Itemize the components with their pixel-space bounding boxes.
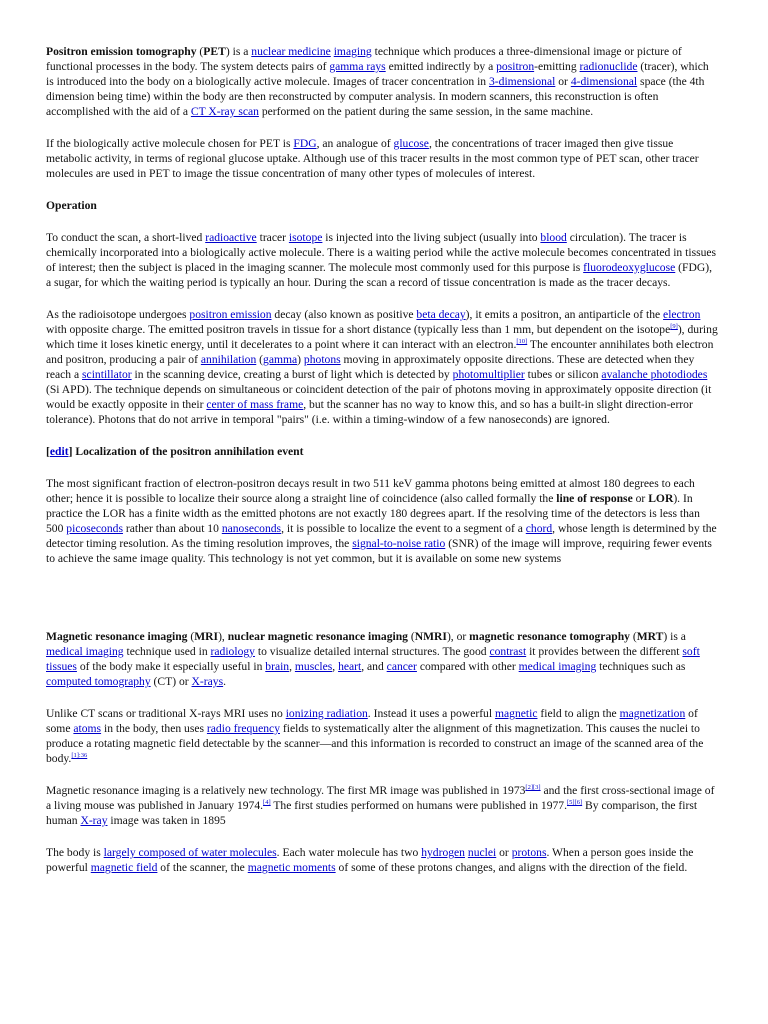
link-ionizing-radiation[interactable]: ionizing radiation bbox=[285, 707, 368, 720]
bold-text: nuclear magnetic resonance imaging bbox=[227, 630, 408, 643]
text-run: (CT) or bbox=[150, 675, 192, 688]
citation-link[interactable]: [4] bbox=[263, 799, 271, 807]
mri-intro-paragraph bbox=[46, 629, 718, 689]
link-edit[interactable]: edit bbox=[49, 445, 69, 458]
link-gamma[interactable]: gamma bbox=[263, 353, 298, 366]
link-x-rays[interactable]: X-rays bbox=[191, 675, 224, 688]
bold-text: Positron emission tomography bbox=[46, 45, 197, 58]
text-run: (tracer), which is introduced into the body on a biologically active molecule. Images of tracer concentration in bbox=[46, 60, 709, 88]
link-ct-x-ray-scan[interactable]: CT X-ray scan bbox=[190, 105, 259, 118]
text-run: compared with other bbox=[416, 660, 519, 673]
mri-history-paragraph bbox=[46, 783, 718, 828]
localization-heading bbox=[46, 444, 718, 459]
bold-text: NMRI bbox=[414, 630, 447, 643]
bold-text: LOR bbox=[648, 492, 674, 505]
link-chord[interactable]: chord bbox=[525, 522, 553, 535]
link-annihilation[interactable]: annihilation bbox=[200, 353, 257, 366]
citation-superscript bbox=[525, 784, 540, 791]
citation-superscript bbox=[516, 338, 527, 345]
text-run: , but the scanner has no way to know this, and so has a built-in slight direction-error tolerance). Photons that do not arrive in temporal "pairs" (i.e. within a timing-window of a few nanoseconds) are ignored. bbox=[46, 398, 693, 426]
text-run: field to align the bbox=[537, 707, 620, 720]
text-run: ), bbox=[218, 630, 228, 643]
text-run: . Each water molecule has two bbox=[276, 846, 422, 859]
text-run: performed on the patient during the same session, in the same machine. bbox=[258, 105, 594, 118]
text-run: or bbox=[496, 846, 512, 859]
citation-link[interactable]: [5][6] bbox=[566, 799, 583, 807]
text-run: ), during which time it loses kinetic energy, until it decelerates to a point where it can interact with an electron. bbox=[46, 323, 718, 351]
citation-superscript bbox=[567, 799, 582, 806]
link-medical-imaging[interactable]: medical imaging bbox=[518, 660, 597, 673]
link-scintillator[interactable]: scintillator bbox=[82, 368, 132, 381]
text-run: As the radioisotope undergoes bbox=[46, 308, 190, 321]
text-run: -emitting bbox=[534, 60, 580, 73]
text-run: is injected into the living subject (usually into bbox=[322, 231, 541, 244]
bold-text: Magnetic resonance imaging bbox=[46, 630, 188, 643]
link-hydrogen[interactable]: hydrogen bbox=[421, 846, 465, 859]
link-picoseconds[interactable]: picoseconds bbox=[66, 522, 123, 535]
bold-text: magnetic resonance tomography bbox=[469, 630, 630, 643]
operation-paragraph-2 bbox=[46, 307, 718, 427]
text-run: of some bbox=[46, 707, 698, 735]
text-run: ) is a bbox=[663, 630, 686, 643]
text-run: of the scanner, the bbox=[157, 861, 248, 874]
link-x-ray[interactable]: X-ray bbox=[80, 814, 108, 827]
text-run: or bbox=[555, 75, 571, 88]
text-run: tubes or silicon bbox=[524, 368, 602, 381]
link-electron[interactable]: electron bbox=[663, 308, 701, 321]
text-run: ), it emits a positron, an antiparticle of the bbox=[465, 308, 664, 321]
link-imaging[interactable]: imaging bbox=[333, 45, 372, 58]
text-run: of some of these protons changes, and aligns with the direction of the field. bbox=[335, 861, 688, 874]
link-positron[interactable]: positron bbox=[496, 60, 535, 73]
section-gap bbox=[46, 583, 718, 629]
link-center-of-mass-frame[interactable]: center of mass frame bbox=[206, 398, 304, 411]
link-photons[interactable]: photons bbox=[303, 353, 341, 366]
link-photomultiplier[interactable]: photomultiplier bbox=[452, 368, 525, 381]
text-run: technique which produces a three-dimensional image or picture of functional processes in the body. The system detects pairs of bbox=[46, 45, 682, 73]
link-cancer[interactable]: cancer bbox=[386, 660, 417, 673]
pet-intro-paragraph bbox=[46, 44, 718, 119]
text-run: (SNR) of the image will improve, requiring fewer events to achieve the same image quality. This technology is not yet common, but it is available on some new systems bbox=[46, 537, 712, 565]
text-run: image was taken in 1895 bbox=[107, 814, 226, 827]
operation-paragraph-1 bbox=[46, 230, 718, 290]
text-run: ), or bbox=[446, 630, 470, 643]
text-run: decay (also known as positive bbox=[271, 308, 417, 321]
text-run: ) is a bbox=[225, 45, 252, 58]
text-run: ( bbox=[196, 45, 204, 58]
operation-heading: Operation bbox=[46, 199, 97, 212]
citation-superscript bbox=[263, 799, 271, 806]
text-run: ) bbox=[297, 353, 304, 366]
link-glucose[interactable]: glucose bbox=[393, 137, 429, 150]
text-run: in the body, then uses bbox=[101, 722, 207, 735]
link-avalanche-photodiodes[interactable]: avalanche photodiodes bbox=[601, 368, 708, 381]
text-run: rather than about 10 bbox=[122, 522, 222, 535]
link-nanoseconds[interactable]: nanoseconds bbox=[221, 522, 282, 535]
text-run: technique used in bbox=[123, 645, 211, 658]
text-run: (Si APD). The technique depends on simultaneous or coincident detection of the pair of photons moving in approximately opposite direction (it would be exactly opposite in their bbox=[46, 383, 712, 411]
link-4-dimensional[interactable]: 4-dimensional bbox=[570, 75, 638, 88]
text-run: (FDG), a sugar, for which the waiting period is typically an hour. During the scan a record of tissue concentration is made as the tracer decays. bbox=[46, 261, 712, 289]
bold-text: line of response bbox=[556, 492, 633, 505]
link-magnetic-field[interactable]: magnetic field bbox=[90, 861, 158, 874]
link-positron-emission[interactable]: positron emission bbox=[189, 308, 272, 321]
link-contrast[interactable]: contrast bbox=[489, 645, 527, 658]
link-beta-decay[interactable]: beta decay bbox=[416, 308, 466, 321]
text-run: or bbox=[632, 492, 649, 505]
bold-text: ] bbox=[68, 445, 73, 458]
link-soft-tissues[interactable]: soft tissues bbox=[46, 645, 700, 673]
link-magnetization[interactable]: magnetization bbox=[619, 707, 686, 720]
text-run: space (the 4th dimension being time) within the body are then reconstructed by computer analysis. In modern scanners, this reconstruction is often accomplished with the aid of a bbox=[46, 75, 705, 118]
text-run: tracer bbox=[256, 231, 289, 244]
text-run: , and bbox=[361, 660, 387, 673]
text-run: . Instead it uses a powerful bbox=[367, 707, 495, 720]
bold-text: Localization of the positron annihilation event bbox=[72, 445, 304, 458]
link-largely-composed-of-water-molecules[interactable]: largely composed of water molecules bbox=[103, 846, 277, 859]
text-run: , whose length is determined by the detector timing resolution. As the timing resolution improves, the bbox=[46, 522, 717, 550]
text-run: By comparison, the first human bbox=[46, 799, 698, 827]
link-nuclear-medicine[interactable]: nuclear medicine bbox=[251, 45, 331, 58]
text-run: The encounter annihilates both electron and positron, producing a pair of bbox=[46, 338, 714, 366]
link-nuclei[interactable]: nuclei bbox=[467, 846, 497, 859]
text-run: emitted indirectly by a bbox=[385, 60, 497, 73]
text-run: ( bbox=[187, 630, 195, 643]
text-run: and the first cross-sectional image of a living mouse was published in January 1974. bbox=[46, 784, 715, 812]
citation-link[interactable]: [1]:36 bbox=[71, 752, 88, 760]
text-run: it provides between the different bbox=[526, 645, 683, 658]
text-run: The first studies performed on humans were published in 1977. bbox=[270, 799, 567, 812]
citation-superscript bbox=[670, 323, 678, 330]
text-run: To conduct the scan, a short-lived bbox=[46, 231, 206, 244]
link-atoms[interactable]: atoms bbox=[73, 722, 102, 735]
text-run: . When a person goes inside the powerful bbox=[46, 846, 694, 874]
link-magnetic-moments[interactable]: magnetic moments bbox=[247, 861, 336, 874]
citation-link[interactable]: [10] bbox=[516, 338, 528, 346]
link-gamma-rays[interactable]: gamma rays bbox=[329, 60, 386, 73]
mri-body-paragraph bbox=[46, 845, 718, 875]
link-magnetic[interactable]: magnetic bbox=[494, 707, 538, 720]
link-heart[interactable]: heart bbox=[338, 660, 362, 673]
text-run: , an analogue of bbox=[316, 137, 394, 150]
text-run: Magnetic resonance imaging is a relatively new technology. The first MR image was published in 1973 bbox=[46, 784, 526, 797]
text-run: techniques such as bbox=[596, 660, 686, 673]
link-3-dimensional[interactable]: 3-dimensional bbox=[489, 75, 556, 88]
link-radiology[interactable]: radiology bbox=[210, 645, 255, 658]
link-radionuclide[interactable]: radionuclide bbox=[579, 60, 638, 73]
text-run: of the body make it especially useful in bbox=[76, 660, 266, 673]
text-run: , bbox=[332, 660, 339, 673]
bold-text: PET bbox=[203, 45, 226, 58]
text-run: , the concentrations of tracer imaged then give tissue metabolic activity, in terms of regional glucose uptake. Although use of this tracer results in the most common type of PET scan, other tracer molecules are used in PET to image the tissue concentration of many other types of molecules of interest. bbox=[46, 137, 699, 180]
text-run: ( bbox=[407, 630, 415, 643]
link-blood[interactable]: blood bbox=[540, 231, 567, 244]
link-signal-to-noise-ratio[interactable]: signal-to-noise ratio bbox=[352, 537, 446, 550]
text-run: The body is bbox=[46, 846, 104, 859]
citation-superscript bbox=[71, 752, 87, 759]
text-run: in the scanning device, creating a burst of light which is detected by bbox=[131, 368, 453, 381]
bold-text: MRI bbox=[194, 630, 219, 643]
text-run: ( bbox=[256, 353, 264, 366]
text-run: fields to systematically alter the alignment of this magnetization. This causes the nuclei to produce a rotating magnetic field detectable by the scanner—and this information is recorded to construct an image of the scanned area of the body. bbox=[46, 722, 704, 765]
text-run: . bbox=[223, 675, 227, 688]
citation-link[interactable]: [9] bbox=[670, 323, 678, 331]
link-isotope[interactable]: isotope bbox=[288, 231, 323, 244]
link-muscles[interactable]: muscles bbox=[294, 660, 333, 673]
link-radioactive[interactable]: radioactive bbox=[205, 231, 257, 244]
text-run: , bbox=[289, 660, 295, 673]
link-fdg[interactable]: FDG bbox=[293, 137, 317, 150]
text-run: The most significant fraction of electron-positron decays result in two 511 keV gamma photons being emitted at almost 180 degrees to each other; hence it is possible to localize their source along a straight line of coincidence (also called formally the bbox=[46, 477, 695, 505]
bold-text: MRT bbox=[636, 630, 664, 643]
text-run: ( bbox=[629, 630, 637, 643]
text-run: ). In practice the LOR has a finite width as the emitted photons are not exactly 180 degrees apart. If the resolving time of the detectors is less than 500 bbox=[46, 492, 700, 535]
text-run: If the biologically active molecule chosen for PET is bbox=[46, 137, 294, 150]
mri-unlike-paragraph bbox=[46, 706, 718, 766]
link-protons[interactable]: protons bbox=[511, 846, 547, 859]
link-fluorodeoxyglucose[interactable]: fluorodeoxyglucose bbox=[583, 261, 676, 274]
text-run: with opposite charge. The emitted positron travels in tissue for a short distance (typically less than 1 mm, but dependent on the isotope bbox=[46, 323, 671, 336]
link-computed-tomography[interactable]: computed tomography bbox=[46, 675, 151, 688]
bold-text: [ bbox=[46, 445, 50, 458]
text-run: Unlike CT scans or traditional X-rays MRI uses no bbox=[46, 707, 286, 720]
citation-link[interactable]: [2][3] bbox=[525, 784, 541, 792]
localization-paragraph bbox=[46, 476, 718, 566]
text-run: circulation). The tracer is chemically incorporated into a biologically active molecule. There is a waiting period while the active molecule becomes concentrated in tissues of interest; then the subject is placed in the imaging scanner. The molecule most commonly used for this purpose is bbox=[46, 231, 717, 274]
pet-fdg-paragraph bbox=[46, 136, 718, 181]
link-medical-imaging[interactable]: medical imaging bbox=[46, 645, 124, 658]
link-radio-frequency[interactable]: radio frequency bbox=[206, 722, 280, 735]
text-run: , it is possible to localize the event to a segment of a bbox=[281, 522, 526, 535]
text-run: to visualize detailed internal structures. The good bbox=[254, 645, 490, 658]
link-brain[interactable]: brain bbox=[265, 660, 290, 673]
text-run: moving in approximately opposite directions. These are detected when they reach a bbox=[46, 353, 695, 381]
